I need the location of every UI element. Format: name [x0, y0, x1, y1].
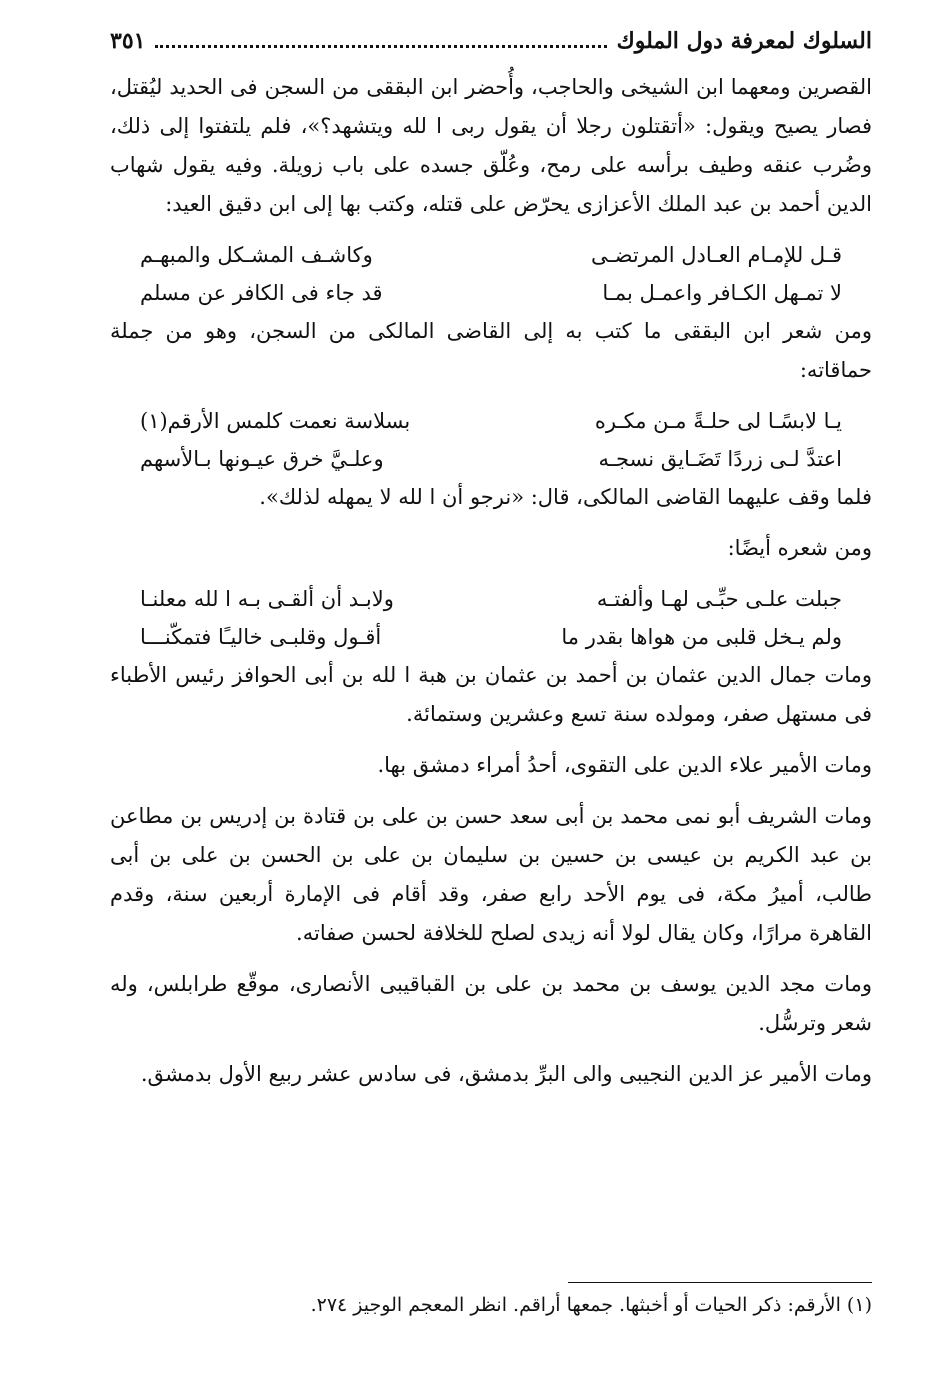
paragraph-3: فلما وقف عليهما القاضى المالكى، قال: «نرجو أن ا لله لا يمهله لذلك». [259, 485, 872, 509]
verse-block-2 [110, 402, 872, 478]
paragraph-2: ومن شعر ابن البققى ما كتب به إلى القاضى المالكى من السجن، وهو من جملة حماقاته: [110, 319, 872, 382]
verse-hemistich: أقـول وقلبـى خاليـًا فتمكّنـــا [140, 625, 382, 649]
verse-hemistich: قـل للإمـام العـادل المرتضـى [590, 243, 842, 267]
book-page [110, 28, 872, 1094]
verse-hemistich: وكاشـف المشـكل والمبهـم [140, 243, 373, 267]
verse-hemistich: اعتدَّ لـى زردًا تَضَـايق نسجـه [598, 447, 842, 471]
paragraph-9: ومات الأمير عز الدين النجيبى والى البرِّ بدمشق، فى سادس عشر ربيع الأول بدمشق. [140, 1062, 872, 1086]
page-number: ٣٥١ [110, 28, 146, 54]
footnote: (١) الأرقم: ذكر الحيات أو أخبثها. جمعها أراقم. انظر المعجم الوجيز ٢٧٤. [310, 1294, 872, 1316]
running-title: السلوك لمعرفة دول الملوك [616, 28, 872, 54]
verse-hemistich: بسلاسة نعمت كلمس الأرقم(١) [140, 409, 411, 433]
verse-hemistich: جبلت علـى حبِّـى لهـا وألفتـه [596, 587, 842, 611]
paragraph-1: القصرين ومعهما ابن الشيخى والحاجب، وأُحضر ابن البققى من السجن فى الحديد ليُقتل، فصار يصيح ويقول: «أتقتلون رجلا أن يقول ربى ا لله ويتشهد؟»، فلم يلتفتوا إلى ذلك، وضُرب عنقه وطيف برأسه على رمح، وعُلّق جسده على باب زويلة. وفيه يقول شهاب الدين أحمد بن عبد الملك الأعزازى يحرّض على قتله، وكتب بها إلى ابن دقيق العيد: [110, 75, 872, 216]
running-header [110, 28, 872, 68]
verse-hemistich: قد جاء فى الكافر عن مسلم [140, 281, 383, 305]
verse-hemistich: لا تمـهل الكـافر واعمـل بمـا [602, 281, 842, 305]
verse-hemistich: ولم يـخل قلبى من هواها بقدر ما [561, 625, 842, 649]
verse-block-1 [110, 236, 872, 312]
paragraph-6: ومات الأمير علاء الدين على التقوى، أحدُ أمراء دمشق بها. [377, 753, 872, 777]
footnote-separator [568, 1282, 872, 1283]
verse-hemistich: يـا لابسًـا لى حلـةً مـن مكـره [594, 409, 842, 433]
paragraph-8: ومات مجد الدين يوسف بن محمد بن على بن القباقيبى الأنصارى، موقّع طرابلس، وله شعر وترسُّل. [110, 972, 872, 1035]
verse-hemistich: ولابـد أن ألقـى بـه ا لله معلنـا [140, 587, 394, 611]
verse-block-3 [110, 580, 872, 656]
paragraph-5: ومات جمال الدين عثمان بن أحمد بن عثمان بن هبة ا لله بن أبى الحوافز رئيس الأطباء فى مستهل صفر، ومولده سنة تسع وعشرين وستمائة. [110, 663, 872, 726]
paragraph-7: ومات الشريف أبو نمى محمد بن أبى سعد حسن بن على بن قتادة بن إدريس بن مطاعن بن عبد الكريم بن عيسى بن حسين بن سليمان بن على بن الحسن بن على بن أبى طالب، أميرُ مكة، فى يوم الأحد رابع صفر، وقد أقام فى الإمارة أربعين سنة، وقدم القاهرة مرارًا، وكان يقال لولا أنه زيدى لصلح للخلافة لحسن صفاته. [110, 804, 872, 945]
paragraph-4: ومن شعره أيضًا: [727, 536, 872, 560]
verse-hemistich: وعلـيَّ خرق عيـونها بـالأسهم [140, 447, 384, 471]
header-leader-dots [155, 45, 606, 48]
